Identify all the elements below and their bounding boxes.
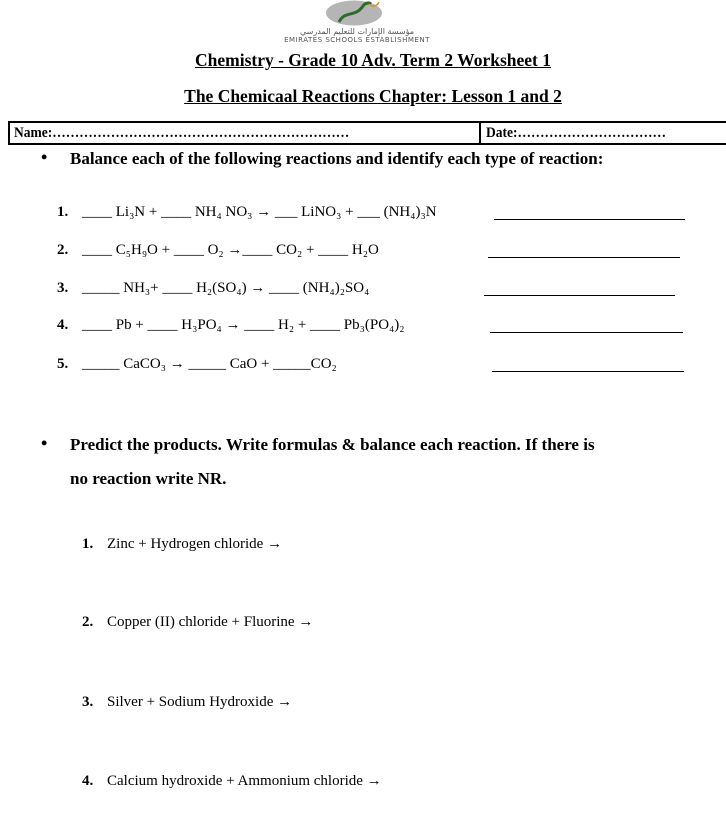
worksheet-subtitle: The Chemicaal Reactions Chapter: Lesson 1 and 2 xyxy=(184,86,562,106)
section1-instruction: Balance each of the following reactions and identify each type of reaction: xyxy=(70,149,604,168)
bullet-icon: • xyxy=(41,433,48,453)
box-divider xyxy=(479,123,481,143)
reaction-type-answer-line[interactable] xyxy=(490,332,683,333)
equation-text: ____ Li₃N + ____ NH₄ NO₃ → ___ LiNO₃ + ___ (NH₄)₃N xyxy=(82,204,437,220)
equation-text: ____ C₅H₉O + ____ O₂ →____ CO₂ + ____ H₂O xyxy=(82,242,379,258)
reaction-type-answer-line[interactable] xyxy=(488,257,680,258)
equation-number: 3. xyxy=(57,280,69,296)
equation-number: 5. xyxy=(57,356,69,372)
equation-number: 4. xyxy=(57,317,69,333)
section2-instruction-line2: no reaction write NR. xyxy=(70,469,227,488)
prediction-number: 1. xyxy=(82,536,94,552)
ese-logo-icon xyxy=(325,0,383,26)
equation-number: 1. xyxy=(57,204,69,220)
org-name-english: EMIRATES SCHOOLS ESTABLISHMENT xyxy=(284,36,430,44)
date-field[interactable]: Date:…………………………… xyxy=(486,125,666,141)
org-name-arabic: مؤسسة الإمارات للتعليم المدرسي xyxy=(299,27,415,36)
equation-text: ____ Pb + ____ H₃PO₄ → ____ H₂ + ____ Pb₃(PO₄)₂ xyxy=(82,317,405,333)
prediction-text: Calcium hydroxide + Ammonium chloride → xyxy=(107,773,382,789)
equation-text: _____ NH₃+ ____ H₂(SO₄) → ____ (NH₄)₂SO₄ xyxy=(82,280,370,296)
prediction-text: Silver + Sodium Hydroxide → xyxy=(107,694,293,710)
prediction-text: Zinc + Hydrogen chloride → xyxy=(107,536,283,552)
prediction-number: 2. xyxy=(82,614,94,630)
reaction-type-answer-line[interactable] xyxy=(484,295,675,296)
equation-number: 2. xyxy=(57,242,69,258)
prediction-number: 4. xyxy=(82,773,94,789)
bullet-icon: • xyxy=(41,147,48,167)
equation-text: _____ CaCO₃ → _____ CaO + _____CO₂ xyxy=(82,356,337,372)
worksheet-title: Chemistry - Grade 10 Adv. Term 2 Worksheet 1 xyxy=(195,50,551,70)
reaction-type-answer-line[interactable] xyxy=(492,371,684,372)
reaction-type-answer-line[interactable] xyxy=(494,219,685,220)
section2-instruction-line1: Predict the products. Write formulas & balance each reaction. If there is xyxy=(70,435,595,454)
prediction-text: Copper (II) chloride + Fluorine → xyxy=(107,614,314,630)
name-field[interactable]: Name:………………………………………………………… xyxy=(14,125,350,141)
prediction-number: 3. xyxy=(82,694,94,710)
name-date-box xyxy=(8,121,726,145)
